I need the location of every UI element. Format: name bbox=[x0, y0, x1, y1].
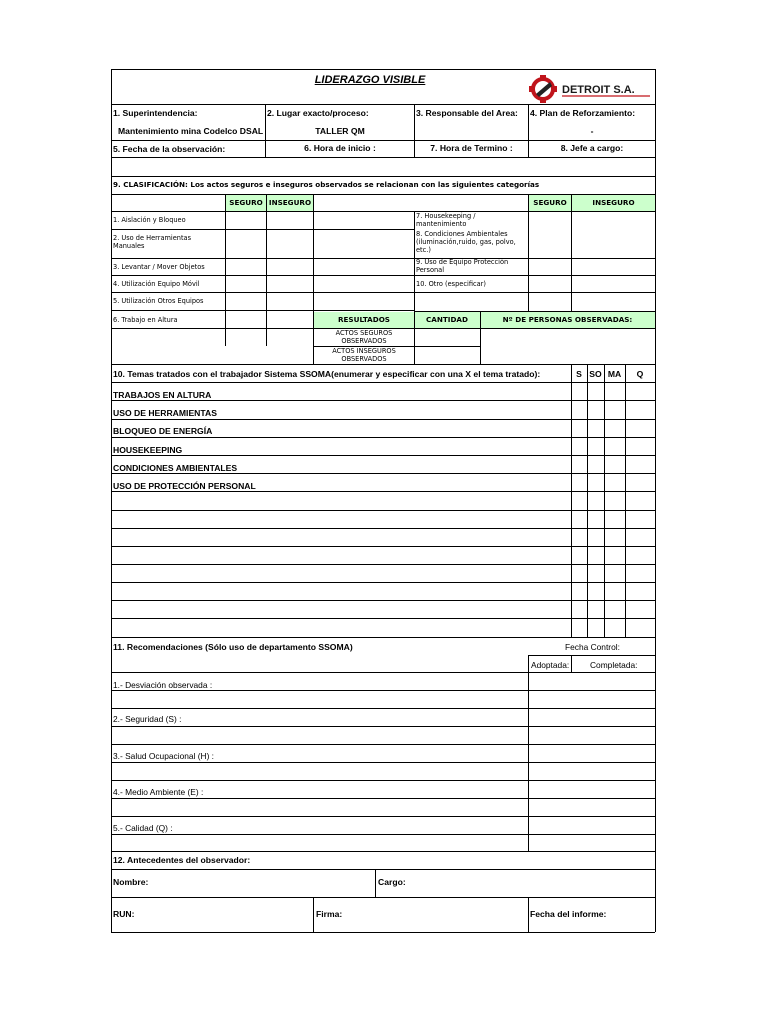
v-line bbox=[528, 194, 529, 311]
recommendation-row-line bbox=[111, 780, 655, 781]
category-item-left: 4. Utilización Equipo Móvil bbox=[113, 280, 200, 288]
category-item-left: 6. Trabajo en Altura bbox=[113, 316, 178, 324]
recommendation-row-line bbox=[111, 834, 655, 835]
category-item-left: 3. Levantar / Mover Objetos bbox=[113, 263, 205, 271]
v-line bbox=[528, 897, 529, 932]
responsable-label: 3. Responsable del Area: bbox=[416, 108, 518, 118]
v-line bbox=[375, 869, 376, 897]
form-title: LIDERAZGO VISIBLE bbox=[314, 74, 426, 86]
seguro-header-right: SEGURO bbox=[533, 198, 567, 207]
topic-row-line bbox=[111, 528, 655, 529]
resultados-header: RESULTADOS bbox=[337, 315, 390, 324]
seguro-header-left: SEGURO bbox=[229, 198, 263, 207]
frame-bottom bbox=[111, 932, 655, 933]
category-item-right: 8. Condiciones Ambientales (iluminación,ruido, gas, polvo, etc.) bbox=[416, 230, 516, 254]
topic-row-line bbox=[111, 510, 655, 511]
topic-item: USO DE PROTECCIÓN PERSONAL bbox=[113, 481, 256, 491]
h-line bbox=[528, 655, 655, 656]
lugar-label: 2. Lugar exacto/proceso: bbox=[267, 108, 369, 118]
v-line bbox=[528, 655, 529, 851]
jefe-label: 8. Jefe a cargo: bbox=[560, 143, 624, 153]
recommendation-row-line bbox=[111, 816, 655, 817]
topic-row-line bbox=[111, 473, 655, 474]
personas-header: Nº DE PERSONAS OBSERVADAS: bbox=[502, 315, 633, 324]
plan-value: - bbox=[590, 126, 594, 136]
adoptada-label: Adoptada: bbox=[531, 660, 570, 670]
category-item-right: 10. Otro (especificar) bbox=[416, 280, 486, 288]
superintendencia-label: 1. Superintendencia: bbox=[113, 108, 198, 118]
recommendation-row-line bbox=[111, 798, 655, 799]
topic-row-line bbox=[111, 491, 655, 492]
topic-item: TRABAJOS EN ALTURA bbox=[113, 390, 212, 400]
actos-seguros-label: ACTOS SEGUROS OBSERVADOS bbox=[335, 329, 393, 345]
observation-details-field[interactable] bbox=[112, 158, 654, 176]
cantidad-header: CANTIDAD bbox=[426, 315, 468, 324]
recommendation-item: 2.- Seguridad (S) : bbox=[113, 714, 182, 724]
h-line bbox=[111, 104, 655, 105]
h-line bbox=[111, 897, 655, 898]
actos-inseguros-label: ACTOS INSEGUROS OBSERVADOS bbox=[332, 347, 396, 363]
recommendation-item: 5.- Calidad (Q) : bbox=[113, 823, 173, 833]
temas-column-header: Q bbox=[636, 369, 644, 379]
recommendation-item: 3.- Salud Ocupacional (H) : bbox=[113, 751, 215, 761]
category-item-left: 1. Aislación y Bloqueo bbox=[113, 216, 186, 224]
hora-termino-label: 7. Hora de Termino : bbox=[430, 143, 513, 153]
category-item-right: 9. Uso de Equipo Protección Personal bbox=[416, 258, 509, 274]
v-line bbox=[225, 194, 226, 346]
cargo-label: Cargo: bbox=[378, 877, 406, 887]
v-line bbox=[625, 364, 626, 637]
recommendation-item: 1.- Desviación observada : bbox=[113, 680, 213, 690]
h-line bbox=[111, 258, 655, 259]
clasificacion-heading: 9. CLASIFICACIÓN: Los actos seguros e inseguros observados se relacionan con las siguientes categorías bbox=[113, 180, 540, 189]
h-line bbox=[111, 211, 655, 212]
h-line bbox=[414, 311, 655, 312]
v-line bbox=[266, 194, 267, 346]
v-line bbox=[571, 655, 572, 672]
topic-row-line bbox=[111, 437, 655, 438]
fecha-control-label: Fecha Control: bbox=[565, 642, 620, 652]
temas-column-header: MA bbox=[607, 369, 622, 379]
topic-row-line bbox=[111, 455, 655, 456]
h-line bbox=[111, 292, 655, 293]
logo-brand-text: DETROIT S.A. bbox=[562, 84, 635, 96]
h-line bbox=[111, 310, 414, 311]
topic-item: BLOQUEO DE ENERGÍA bbox=[113, 426, 213, 436]
recommendation-row-line bbox=[111, 851, 655, 852]
nombre-label: Nombre: bbox=[113, 877, 149, 887]
plan-label: 4. Plan de Reforzamiento: bbox=[530, 108, 636, 118]
recommendation-row-line bbox=[111, 726, 655, 727]
h-line bbox=[111, 176, 655, 177]
detroit-logo bbox=[528, 74, 654, 104]
temas-heading: 10. Temas tratados con el trabajador Sistema SSOMA(enumerar y especificar con una X el tema tratado): bbox=[113, 369, 541, 379]
topic-item: CONDICIONES AMBIENTALES bbox=[113, 463, 238, 473]
h-line bbox=[111, 140, 655, 141]
recommendation-item: 4.- Medio Ambiente (E) : bbox=[113, 787, 204, 797]
h-line bbox=[111, 382, 655, 383]
frame-left bbox=[111, 69, 112, 932]
topic-row-line bbox=[111, 618, 655, 619]
h-line bbox=[111, 869, 655, 870]
topic-row-line bbox=[111, 400, 655, 401]
frame-right bbox=[655, 69, 656, 932]
v-line bbox=[604, 364, 605, 637]
run-label: RUN: bbox=[113, 909, 135, 919]
firma-label: Firma: bbox=[316, 909, 343, 919]
completada-label: Completada: bbox=[590, 660, 638, 670]
recomendaciones-heading: 11. Recomendaciones (Sólo uso de departamento SSOMA) bbox=[113, 642, 353, 652]
fecha-label: 5. Fecha de la observación: bbox=[113, 144, 226, 154]
observador-heading: 12. Antecedentes del observador: bbox=[113, 855, 251, 865]
v-line bbox=[571, 364, 572, 637]
recommendation-row-line bbox=[111, 744, 655, 745]
h-line bbox=[111, 364, 655, 365]
topic-item: USO DE HERRAMIENTAS bbox=[113, 408, 217, 418]
v-line bbox=[414, 211, 415, 364]
inseguro-header-right: INSEGURO bbox=[592, 198, 635, 207]
recommendation-row-line bbox=[111, 708, 655, 709]
recommendation-row-line bbox=[111, 690, 655, 691]
h-line bbox=[111, 194, 655, 195]
frame-top bbox=[111, 69, 655, 70]
topic-row-line bbox=[111, 546, 655, 547]
hora-inicio-label: 6. Hora de inicio : bbox=[304, 143, 376, 153]
superintendencia-value: Mantenimiento mina Codelco DSAL bbox=[118, 126, 264, 136]
h-line bbox=[111, 275, 655, 276]
gear-icon bbox=[529, 75, 557, 103]
h-line bbox=[111, 672, 655, 673]
inseguro-header-left: INSEGURO bbox=[268, 198, 312, 207]
topic-row-line bbox=[111, 564, 655, 565]
topic-item: HOUSEKEEPING bbox=[113, 445, 183, 455]
category-item-left: 5. Utilización Otros Equipos bbox=[113, 297, 204, 305]
category-item-right: 7. Housekeeping / mantenimiento bbox=[416, 212, 476, 228]
v-line bbox=[313, 897, 314, 932]
lugar-value: TALLER QM bbox=[315, 126, 365, 136]
topic-row-line bbox=[111, 637, 655, 638]
h-line bbox=[111, 229, 414, 230]
recommendation-row-line bbox=[111, 762, 655, 763]
v-line bbox=[571, 194, 572, 311]
v-line bbox=[587, 364, 588, 637]
topic-row-line bbox=[111, 419, 655, 420]
temas-column-header: SO bbox=[589, 369, 602, 379]
topic-row-line bbox=[111, 600, 655, 601]
fecha-informe-label: Fecha del informe: bbox=[530, 909, 607, 919]
temas-column-header: S bbox=[576, 369, 582, 379]
category-item-left: 2. Uso de Herramientas Manuales bbox=[113, 234, 192, 250]
topic-row-line bbox=[111, 582, 655, 583]
